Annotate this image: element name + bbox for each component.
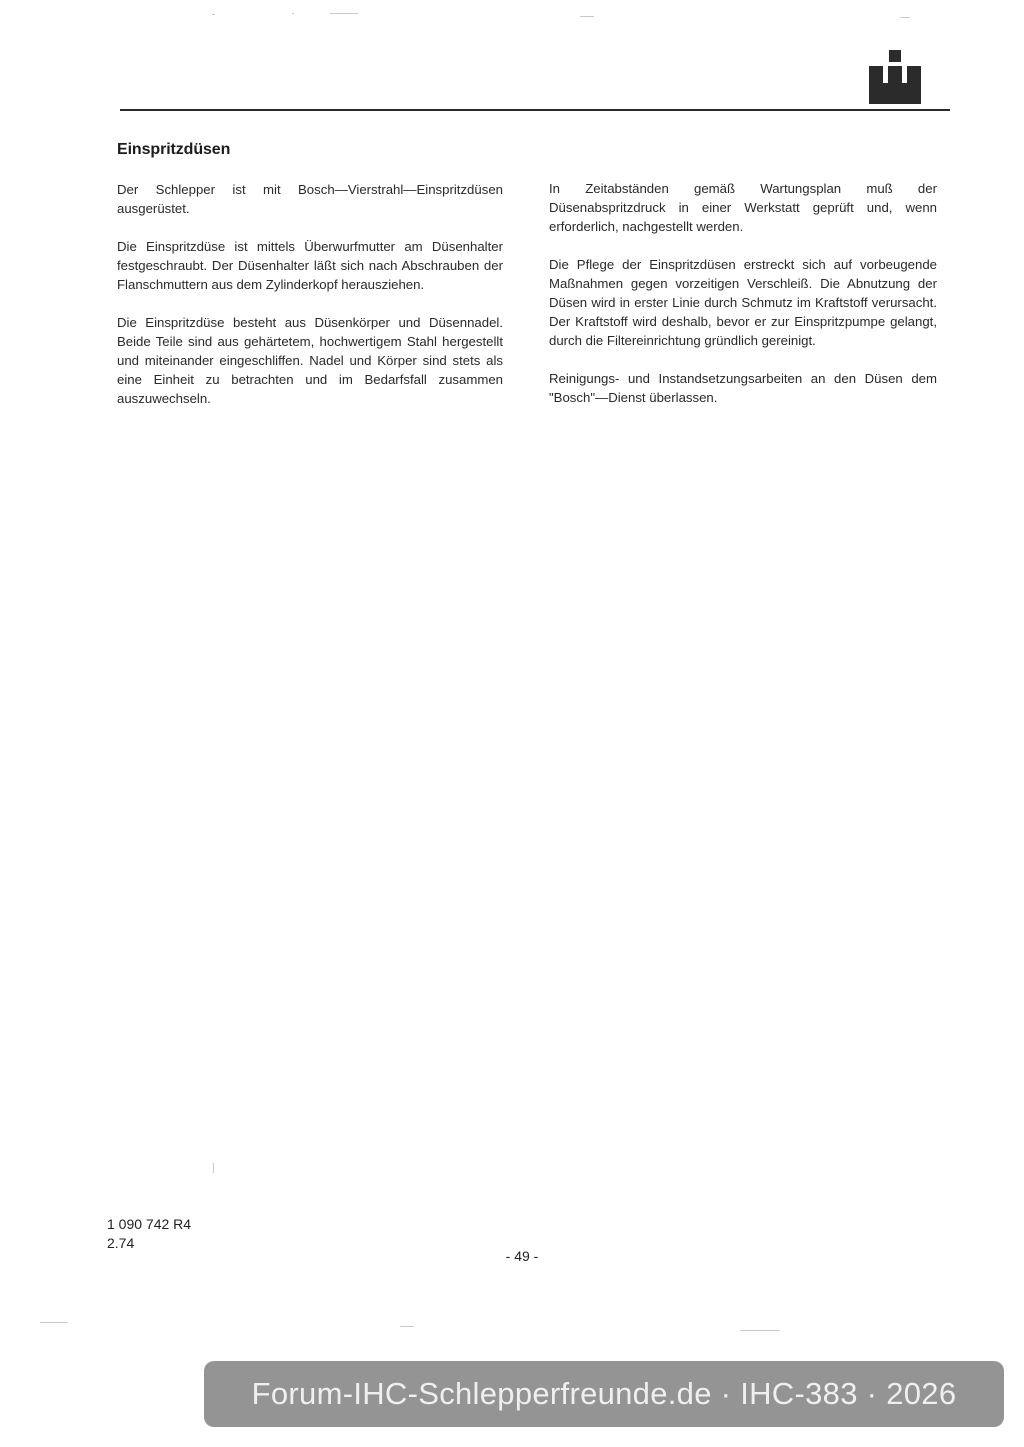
watermark-text: Forum-IHC-Schlepperfreunde.de · IHC-383 · 2026 [251,1376,957,1411]
paragraph: Die Pflege der Einspritzdüsen erstreckt sich auf vorbeugende Maßnahmen gegen vorzeitigen Verschleiß. Die Abnutzung der Düsen wird in erster Linie durch Schmutz im Kraftstoff verursacht. Der Kraftstoff wird deshalb, bevor er zur Einspritzpumpe gelangt, durch die Filtereinrichtung gründlich gereinigt. [549,257,937,348]
scan-speck [740,1330,780,1331]
document-number: 1 090 742 R4 [107,1216,192,1232]
scan-speck [212,14,215,15]
watermark-banner [204,1361,1004,1427]
paragraph: Die Einspritzdüse besteht aus Düsenkörper und Düsennadel. Beide Teile sind aus gehärtetem, hochwertigem Stahl hergestellt und miteinander eingeschliffen. Nadel und Körper sind stets als eine Einheit zu betrachten und im Bedarfsfall zusammen auszuwechseln. [117,315,503,406]
paragraph: In Zeitabständen gemäß Wartungsplan muß der Düsenabspritzdruck in einer Werkstatt geprüft und, wenn erforderlich, nachgestellt werden. [549,181,937,234]
scan-speck [292,13,294,14]
paragraph: Die Einspritzdüse ist mittels Überwurfmutter am Düsenhalter festgeschraubt. Der Düsenhalter läßt sich nach Abschrauben der Flanschmuttern aus dem Zylinderkopf herausziehen. [117,239,503,292]
paragraph: Der Schlepper ist mit Bosch—Vierstrahl—Einspritzdüsen ausgerüstet. [117,182,503,216]
scan-speck [40,1322,68,1323]
scan-speck [213,1163,214,1173]
ih-logo-icon [868,50,922,104]
scan-speck [580,16,594,17]
paragraph: Reinigungs- und Instandsetzungsarbeiten an den Düsen dem "Bosch"—Dienst überlassen. [549,371,937,405]
scan-speck [900,17,910,18]
scan-speck [330,13,358,14]
header-rule [120,109,950,111]
scan-speck [400,1326,414,1327]
section-title: Einspritzdüsen [117,141,231,158]
document-reference [107,1215,191,1253]
document-date: 2.74 [107,1235,135,1251]
right-column [549,179,937,426]
left-column [117,180,503,427]
page-number: - 49 - [505,1248,539,1264]
